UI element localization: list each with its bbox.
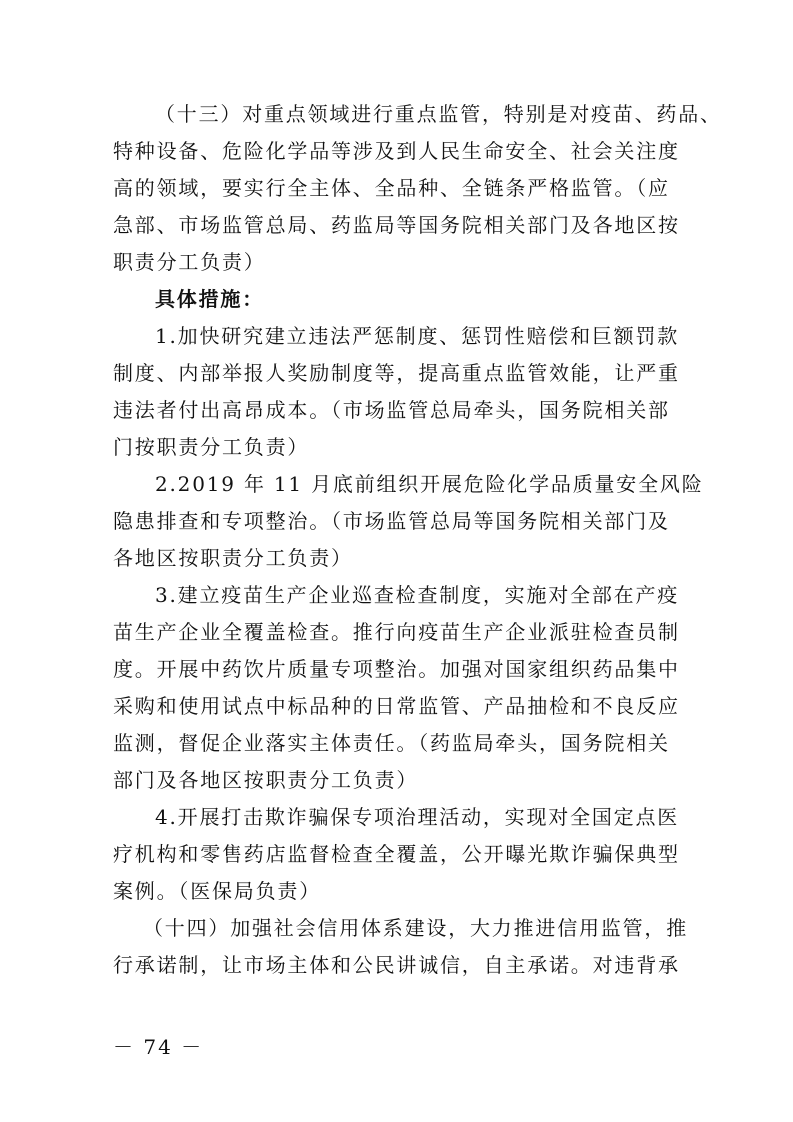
measure-4-line-2: 疗机构和零售药店监督检查全覆盖，公开曝光欺诈骗保典型: [113, 842, 680, 866]
paragraph-13-line-5: 职责分工负责）: [113, 250, 266, 274]
measure-2-line-1: 2.2019 年 11 月底前组织开展危险化学品质量安全风险: [155, 472, 704, 496]
measure-3-line-1: 3.建立疫苗生产企业巡查检查制度，实施对全部在产疫: [155, 583, 680, 607]
paragraph-14-line-2: 行承诺制，让市场主体和公民讲诚信，自主承诺。对违背承: [113, 953, 680, 977]
measure-3-line-4: 采购和使用试点中标品种的日常监管、产品抽检和不良反应: [113, 694, 680, 718]
measure-3-line-6: 部门及各地区按职责分工负责）: [113, 768, 419, 792]
paragraph-14-line-1: （十四）加强社会信用体系建设，大力推进信用监管，推: [143, 916, 688, 940]
measure-1-line-1: 1.加快研究建立违法严惩制度、惩罚性赔偿和巨额罚款: [155, 324, 680, 348]
measure-3-line-2: 苗生产企业全覆盖检查。推行向疫苗生产企业派驻检查员制: [113, 620, 680, 644]
paragraph-13-line-4: 急部、市场监管总局、药监局等国务院相关部门及各地区按: [113, 213, 680, 237]
measure-1-line-4: 门按职责分工负责）: [113, 435, 310, 459]
page-number: － 74 －: [113, 1035, 204, 1059]
measure-1-line-2: 制度、内部举报人奖励制度等，提高重点监管效能，让严重: [113, 361, 680, 385]
document-body: [113, 96, 722, 984]
measure-3-line-5: 监测，督促企业落实主体责任。（药监局牵头，国务院相关: [113, 731, 670, 755]
measures-heading: 具体措施：: [155, 287, 264, 311]
measure-1-line-3: 违法者付出高昂成本。（市场监管总局牵头，国务院相关部: [113, 398, 670, 422]
measure-4-line-3: 案例。（医保局负责）: [113, 879, 321, 903]
measure-3-line-3: 度。开展中药饮片质量专项整治。加强对国家组织药品集中: [113, 657, 680, 681]
measure-2-line-2: 隐患排查和专项整治。（市场监管总局等国务院相关部门及: [113, 509, 670, 533]
paragraph-13-line-1: （十三）对重点领域进行重点监管，特别是对疫苗、药品、: [155, 102, 722, 126]
measure-4-line-1: 4.开展打击欺诈骗保专项治理活动，实现对全国定点医: [155, 805, 680, 829]
paragraph-13-line-3: 高的领域，要实行全主体、全品种、全链条严格监管。（应: [113, 176, 670, 200]
measure-2-line-3: 各地区按职责分工负责）: [113, 546, 353, 570]
paragraph-13-line-2: 特种设备、危险化学品等涉及到人民生命安全、社会关注度: [113, 139, 680, 163]
